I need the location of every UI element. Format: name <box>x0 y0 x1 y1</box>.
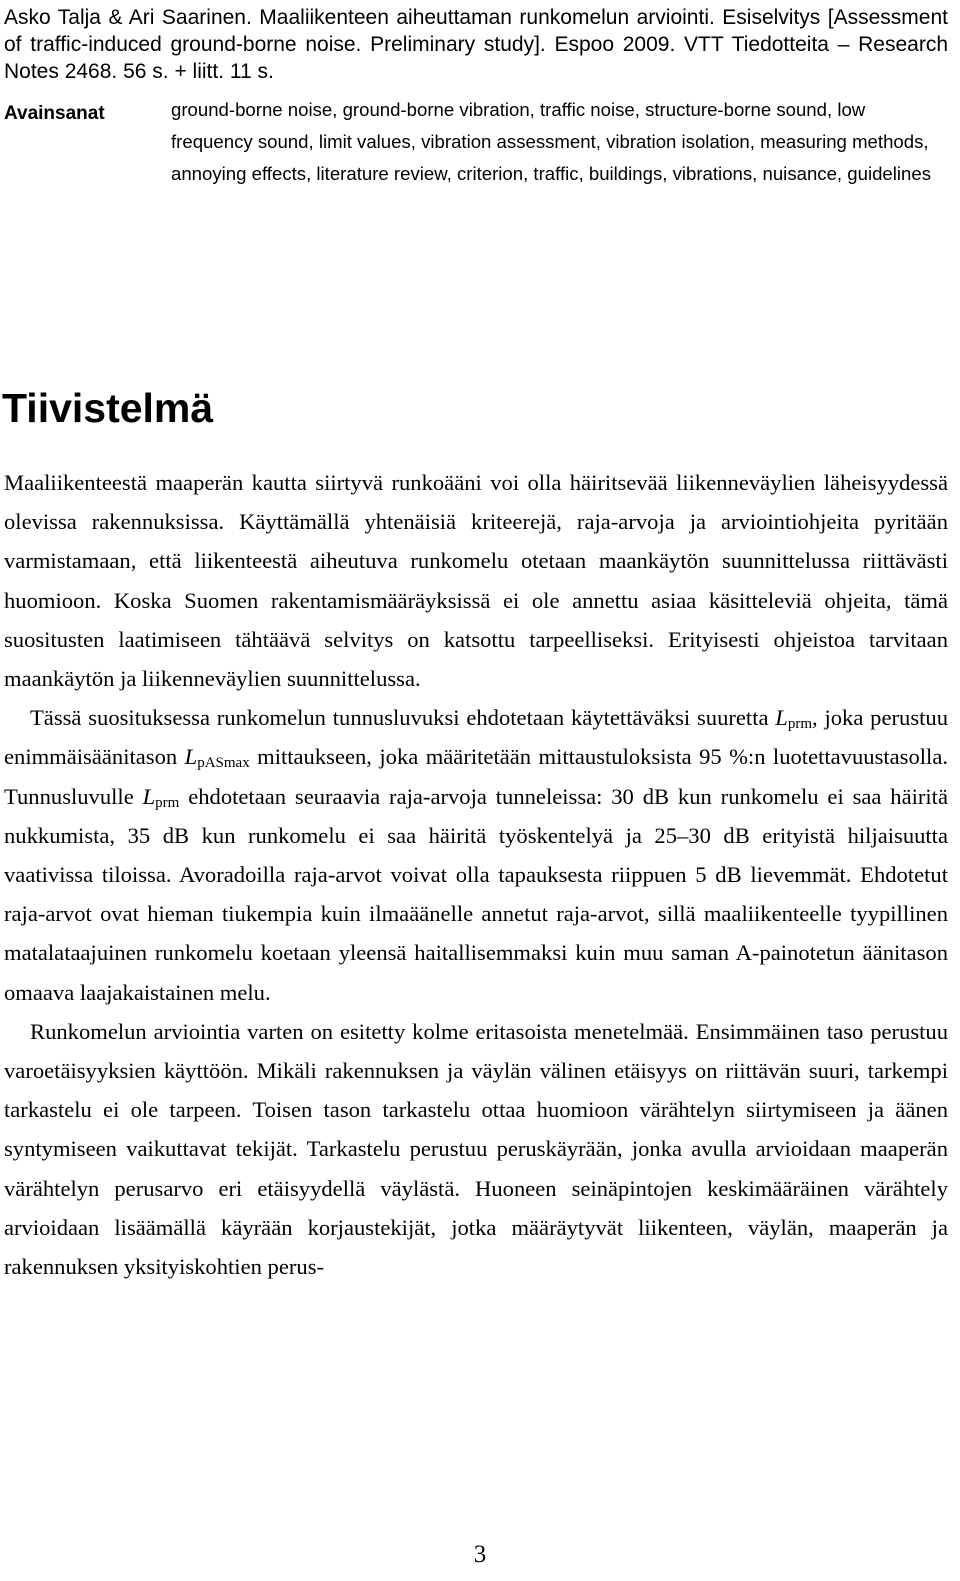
symbol-L: L <box>775 705 788 731</box>
symbol-L: L <box>142 783 156 809</box>
abstract-body <box>4 463 948 1286</box>
subscript-prm: prm <box>787 716 813 733</box>
paragraph-2-text-c: mittaukseen, joka määritetään mittaustuloksista 95 %:n luotettavuustasolla. Tunnusluvulle <box>4 744 948 809</box>
symbol-L: L <box>184 744 198 770</box>
paragraph-2-text-a: Tässä suosituksessa runkomelun tunnusluvuksi ehdotetaan käytettäväksi suuretta <box>30 705 776 731</box>
citation: Asko Talja & Ari Saarinen. Maaliikenteen aiheuttaman runkomelun arviointi. Esiselvitys [Assessment of traffic-induced ground-borne noise. Preliminary study]. Espoo 2009. VTT Tiedotteita – Research Notes 2468. 56 s. + liitt. 11 s. <box>4 6 948 83</box>
abstract-heading: Tiivistelmä <box>2 385 214 431</box>
paragraph-2 <box>4 698 948 1012</box>
paragraph-1: Maaliikenteestä maaperän kautta siirtyvä runkoääni voi olla häiritsevää liikenneväylien läheisyydessä olevissa rakennuksissa. Käyttämällä yhtenäisiä kriteerejä, raja-arvoja ja arviointiohjeita pyritään varmistamaan, että liikenteestä aiheutuva runkomelu otetaan maankäytön suunnittelussa riittävästi huomioon. Koska Suomen rakentamismääräyksissä ei ole annettu asiaa käsitteleviä ohjeita, tämä suositusten laatimiseen tähtäävä selvitys on katsottu tarpeelliseksi. Erityisesti ohjeistoa tarvitaan maankäytön ja liikenneväylien suunnittelussa. <box>4 470 948 692</box>
keywords-text: ground-borne noise, ground-borne vibration, traffic noise, structure-borne sound, low frequency sound, limit values, vibration assessment, vibration isolation, measuring methods, annoying effects, literature review, criterion, traffic, buildings, vibrations, nuisance, guidelines <box>171 99 932 184</box>
paragraph-2-text-b: , joka perustuu enimmäisäänitason <box>4 705 948 770</box>
paragraph-3: Runkomelun arviointia varten on esitetty kolme eritasoista menetelmää. Ensimmäinen taso perustuu varoetäisyyksien käyttöön. Mikäli rakennuksen ja väylän välinen etäisyys on riittävän suuri, tarkempi tarkastelu ei ole tarpeen. Toisen tason tarkastelu ottaa huomioon värähtelyn siirtymiseen ja äänen syntymiseen vaikuttavat tekijät. Tarkastelu perustuu peruskäyrään, jonka avulla arvioidaan maaperän värähtelyn perusarvo eri etäisyydellä väylästä. Huoneen seinäpintojen keskimääräinen värähtely arvioidaan lisäämällä käyrään korjaustekijät, jotka määräytyvät liikenteen, väylän, maaperän ja rakennuksen yksityiskohtien perus- <box>4 1018 948 1280</box>
keywords-label: Avainsanat <box>4 103 105 124</box>
subscript-prm: prm <box>155 794 180 811</box>
paragraph-2-text-d: ehdotetaan seuraavia raja-arvoja tunneleissa: 30 dB kun runkomelu ei saa häiritä nukkumista, 35 dB kun runkomelu ei saa häiritä työskentelyä ja 25–30 dB erityistä hiljaisuutta vaativissa tiloissa. Avoradoilla raja-arvot voivat olla tapauksesta riippuen 5 dB lievemmät. Ehdotetut raja-arvot ovat hieman tiukempia kuin ilmaäänelle annetut raja-arvot, sillä maaliikenteelle tyypillinen matalataajuinen runkomelu koetaan yleensä haitallisemmaksi kuin muu saman A-painotetun äänitason omaava laajakaistainen melu. <box>4 783 948 1005</box>
page-number: 3 <box>473 1541 487 1568</box>
subscript-pasmax: pASmax <box>197 755 250 772</box>
